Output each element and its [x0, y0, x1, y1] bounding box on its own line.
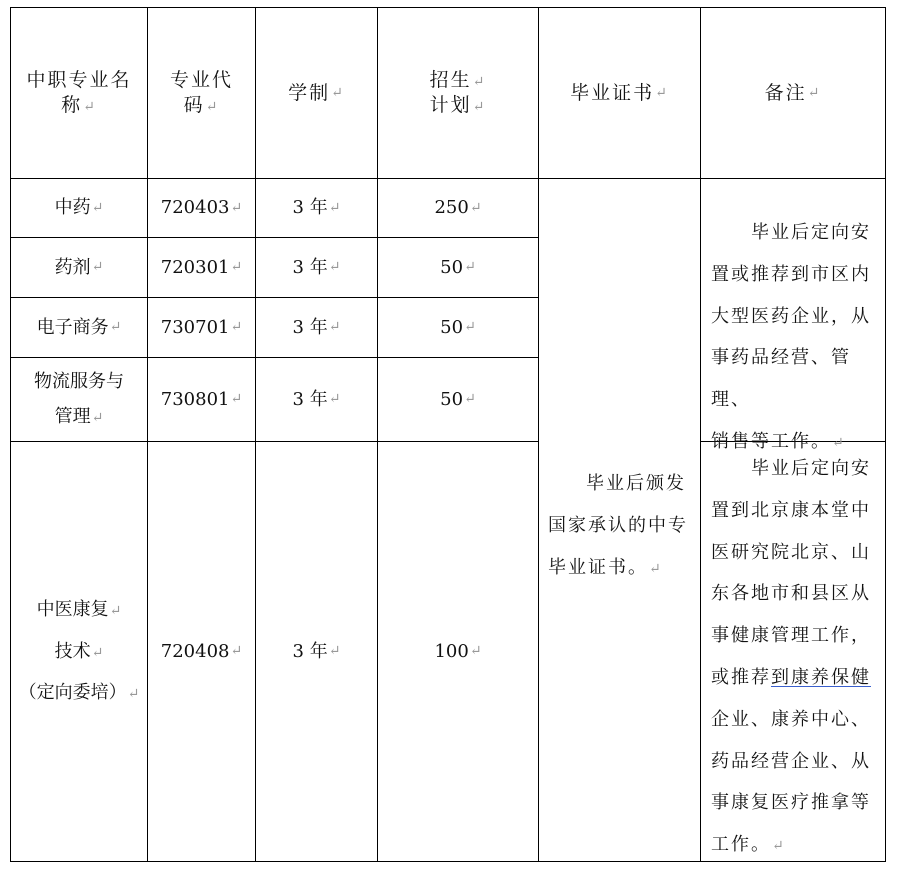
return-mark-icon: ↵	[472, 99, 487, 115]
remarks-1-line: 事药品经营、管理、	[711, 347, 851, 411]
duration-value: 3 年	[292, 256, 328, 278]
certificate-line1: 毕业后颁发	[586, 473, 686, 494]
table-row-4-name	[11, 358, 147, 441]
remarks-2-line: 东各地市和县区从	[711, 583, 871, 605]
table-row-3-plan	[378, 298, 538, 357]
return-mark-icon: ↵	[331, 84, 345, 101]
header-major-code-line2: 码	[183, 94, 205, 116]
plan-value: 50	[440, 316, 464, 338]
remarks-text-2	[711, 448, 883, 868]
table-row-5-name	[11, 442, 147, 861]
major-name: 电子商务	[36, 316, 109, 338]
table-row-1-plan	[378, 179, 538, 237]
table-row-5-duration	[256, 442, 377, 861]
table-row-2-code	[148, 238, 255, 297]
return-mark-icon: ↵	[109, 319, 122, 336]
major-name-line3: （定向委培）	[18, 682, 127, 704]
remarks-2-line: 工作。	[711, 834, 771, 856]
return-mark-icon: ↵	[230, 199, 243, 216]
remarks-2-line: 置到北京康本堂中	[711, 499, 871, 521]
plan-value: 250	[434, 197, 469, 219]
remarks-1-line: 大型医药企业，从	[711, 305, 871, 327]
remarks-1-line: 置或推荐到市区内	[711, 263, 871, 285]
table-rule	[885, 7, 886, 862]
return-mark-icon: ↵	[464, 391, 476, 408]
table-row-1-name	[11, 179, 147, 237]
remarks-1-line: 毕业后定向安	[751, 222, 871, 243]
return-mark-icon: ↵	[230, 643, 243, 660]
header-certificate-label: 毕业证书	[570, 81, 655, 104]
return-mark-icon: ↵	[230, 259, 243, 276]
return-mark-icon: ↵	[328, 391, 341, 408]
header-major-code-line1: 专业代	[169, 69, 233, 92]
remarks-2-line: 毕业后定向安	[751, 458, 871, 479]
return-mark-icon: ↵	[328, 199, 341, 216]
return-mark-icon: ↵	[472, 74, 487, 91]
remarks-2-underlined-phrase: 到康养保健	[771, 666, 871, 688]
remarks-2-line: 企业、康养中心、	[711, 708, 871, 730]
remarks-2-line: 或推荐	[711, 666, 771, 688]
remarks-2-line: 医研究院北京、山	[711, 541, 871, 563]
header-enrollment-line2: 计划	[429, 94, 472, 116]
major-code: 720301	[160, 256, 230, 278]
return-mark-icon: ↵	[832, 434, 846, 451]
return-mark-icon: ↵	[469, 643, 482, 660]
remarks-2-line: 事健康管理工作，	[711, 625, 871, 647]
return-mark-icon: ↵	[807, 84, 822, 101]
table-row-1-code	[148, 179, 255, 237]
return-mark-icon: ↵	[464, 319, 476, 336]
table-row-5-code	[148, 442, 255, 861]
major-code: 730701	[160, 316, 230, 338]
table-row-4-plan	[378, 358, 538, 441]
table-row-2-plan	[378, 238, 538, 297]
table-row-3-code	[148, 298, 255, 357]
remarks-1-line: 销售等工作。	[711, 430, 831, 452]
certificate-text	[548, 463, 696, 590]
major-name: 药剂	[54, 256, 91, 278]
return-mark-icon: ↵	[464, 259, 476, 276]
return-mark-icon: ↵	[328, 319, 341, 336]
return-mark-icon: ↵	[469, 199, 482, 216]
header-duration	[256, 8, 377, 178]
major-name-line2: 管理	[54, 405, 91, 427]
return-mark-icon: ↵	[91, 259, 104, 276]
plan-value: 50	[440, 256, 464, 278]
return-mark-icon: ↵	[91, 409, 104, 426]
remarks-2-line: 事康复医疗推拿等	[711, 792, 871, 814]
major-code: 720408	[160, 640, 230, 662]
header-remarks	[701, 8, 885, 178]
return-mark-icon: ↵	[649, 560, 663, 577]
return-mark-icon: ↵	[230, 319, 243, 336]
header-major-code	[148, 8, 255, 178]
table-row-3-duration	[256, 298, 377, 357]
header-certificate	[539, 8, 700, 178]
table-row-2-name	[11, 238, 147, 297]
remarks-2-line: 药品经营企业、从	[711, 750, 871, 772]
return-mark-icon: ↵	[109, 603, 122, 620]
table-row-3-name	[11, 298, 147, 357]
certificate-line3: 毕业证书。	[548, 556, 648, 578]
header-duration-label: 学制	[288, 81, 331, 104]
duration-value: 3 年	[292, 640, 328, 662]
remarks-text-1	[711, 212, 883, 465]
major-name: 中药	[54, 197, 91, 219]
return-mark-icon: ↵	[91, 199, 104, 216]
certificate-line2: 国家承认的中专	[548, 514, 688, 536]
header-remarks-label: 备注	[764, 81, 807, 104]
header-enrollment-line1: 招生	[429, 69, 472, 92]
major-name-line1: 中医康复	[36, 599, 109, 621]
plan-value: 50	[440, 388, 464, 410]
return-mark-icon: ↵	[772, 838, 786, 855]
duration-value: 3 年	[292, 316, 328, 338]
return-mark-icon: ↵	[91, 644, 104, 661]
major-name-line1: 物流服务与	[34, 371, 124, 393]
duration-value: 3 年	[292, 197, 328, 219]
major-code: 730801	[160, 388, 230, 410]
return-mark-icon: ↵	[83, 99, 97, 115]
table-row-4-code	[148, 358, 255, 441]
major-name-line2: 技术	[54, 640, 91, 662]
header-major-name-line2: 称	[61, 94, 83, 116]
plan-value: 100	[434, 640, 469, 662]
header-enrollment	[378, 8, 538, 178]
table-row-1-duration	[256, 179, 377, 237]
table-row-5-plan	[378, 442, 538, 861]
header-major-name	[11, 8, 147, 178]
return-mark-icon: ↵	[328, 259, 341, 276]
return-mark-icon: ↵	[655, 84, 669, 101]
duration-value: 3 年	[292, 388, 328, 410]
return-mark-icon: ↵	[205, 99, 220, 115]
header-major-name-line1: 中职专业名	[26, 69, 132, 92]
return-mark-icon: ↵	[230, 391, 243, 408]
table-row-4-duration	[256, 358, 377, 441]
return-mark-icon: ↵	[328, 643, 341, 660]
table-row-2-duration	[256, 238, 377, 297]
return-mark-icon: ↵	[127, 686, 140, 703]
major-code: 720403	[160, 197, 230, 219]
